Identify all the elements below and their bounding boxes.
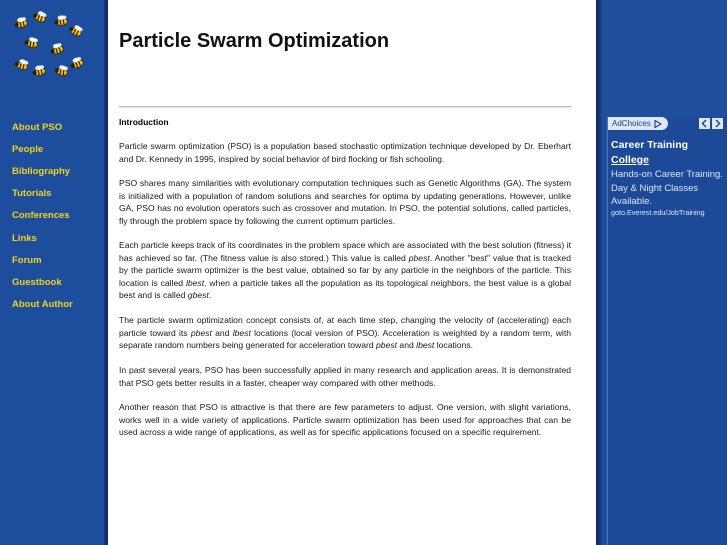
paragraph-2: PSO shares many similarities with evolutionary computation techniques such as Genetic Algorithms (GA). The system is initialized with a population of random solutions and searches for optima by updating generations. However, unlike GA, PSO has no evolution operators such as crossover and mutation. In PSO, the potential solutions, called particles, fly through the problem space by following the current optimum particles. bbox=[119, 178, 571, 226]
nav-guestbook[interactable]: Guestbook bbox=[12, 277, 62, 288]
nav-bibliography[interactable]: Bibliography bbox=[12, 166, 71, 177]
ad-prev-button[interactable] bbox=[699, 118, 710, 129]
paragraph-6: Another reason that PSO is attractive is that there are few parameters to adjust. One version, with slight variations, works well in a wide variety of applications. Particle swarm optimization has been used for approaches that can be used across a wide range of applications, as well as for specific applications focused on a specific requirement. bbox=[119, 402, 571, 437]
ad-title-line2: College bbox=[611, 154, 649, 166]
ad-title-link[interactable] bbox=[611, 138, 726, 168]
chevron-left-icon bbox=[699, 118, 710, 129]
adchoices-label: AdChoices bbox=[612, 119, 651, 128]
ad-column bbox=[602, 0, 727, 545]
adchoices-button[interactable] bbox=[608, 117, 668, 130]
paragraph-4: The particle swarm optimization concept consists of, at each time step, changing the velocity of (accelerating) each particle toward its pbest and lbest locations (local version of PSO). Acceleration is weighted by a random term, with separate random numbers being generated for acceleration toward pbest and lbest locations. bbox=[119, 315, 571, 350]
title-divider bbox=[119, 106, 571, 108]
paragraph-3: Each particle keeps track of its coordinates in the problem space which are associated with the best solution (fitness) it has achieved so far. (The fitness value is also stored.) This value is called pbest. Another "best" value that is tracked by the particle swarm optimizer is the best value, obtained so far by any particle in the neighbors of the particle. This location is called lbest. when a particle takes all the population as its topological neighbors, the best value is a global best and is called gbest. bbox=[119, 240, 571, 300]
nav-about-author[interactable]: About Author bbox=[12, 299, 73, 310]
nav-tutorials[interactable]: Tutorials bbox=[12, 188, 52, 199]
ad-url-link[interactable]: goto.Everest.edu/JobTraining bbox=[611, 208, 705, 217]
ad-title-line1: Career Training bbox=[611, 139, 689, 151]
adchoices-triangle-icon bbox=[654, 120, 662, 128]
ad-next-button[interactable] bbox=[712, 118, 723, 129]
ad-description: Hands-on Career Training. Day & Night Classes Available. bbox=[611, 169, 723, 207]
nav-about-pso[interactable]: About PSO bbox=[12, 122, 63, 133]
paragraph-5: In past several years, PSO has been successfully applied in many research and application areas. It is demonstrated that PSO gets better results in a faster, cheaper way compared with other methods. bbox=[119, 365, 571, 388]
nav-conferences[interactable]: Conferences bbox=[12, 210, 70, 221]
nav-links[interactable]: Links bbox=[12, 233, 37, 244]
section-heading: Introduction bbox=[119, 117, 169, 127]
nav-people[interactable]: People bbox=[12, 144, 44, 155]
chevron-right-icon bbox=[712, 118, 723, 129]
nav-forum[interactable]: Forum bbox=[12, 255, 42, 266]
left-sidebar bbox=[0, 0, 104, 545]
bee-swarm-icon bbox=[10, 10, 90, 86]
page-title: Particle Swarm Optimization bbox=[119, 30, 390, 52]
paragraph-1: Particle swarm optimization (PSO) is a population based stochastic optimization technique developed by Dr. Eberhart and Dr. Kennedy in 1995, inspired by social behavior of bird flocking or fish schooling. bbox=[119, 141, 571, 164]
ad-unit[interactable] bbox=[607, 117, 727, 545]
main-content bbox=[108, 0, 596, 545]
